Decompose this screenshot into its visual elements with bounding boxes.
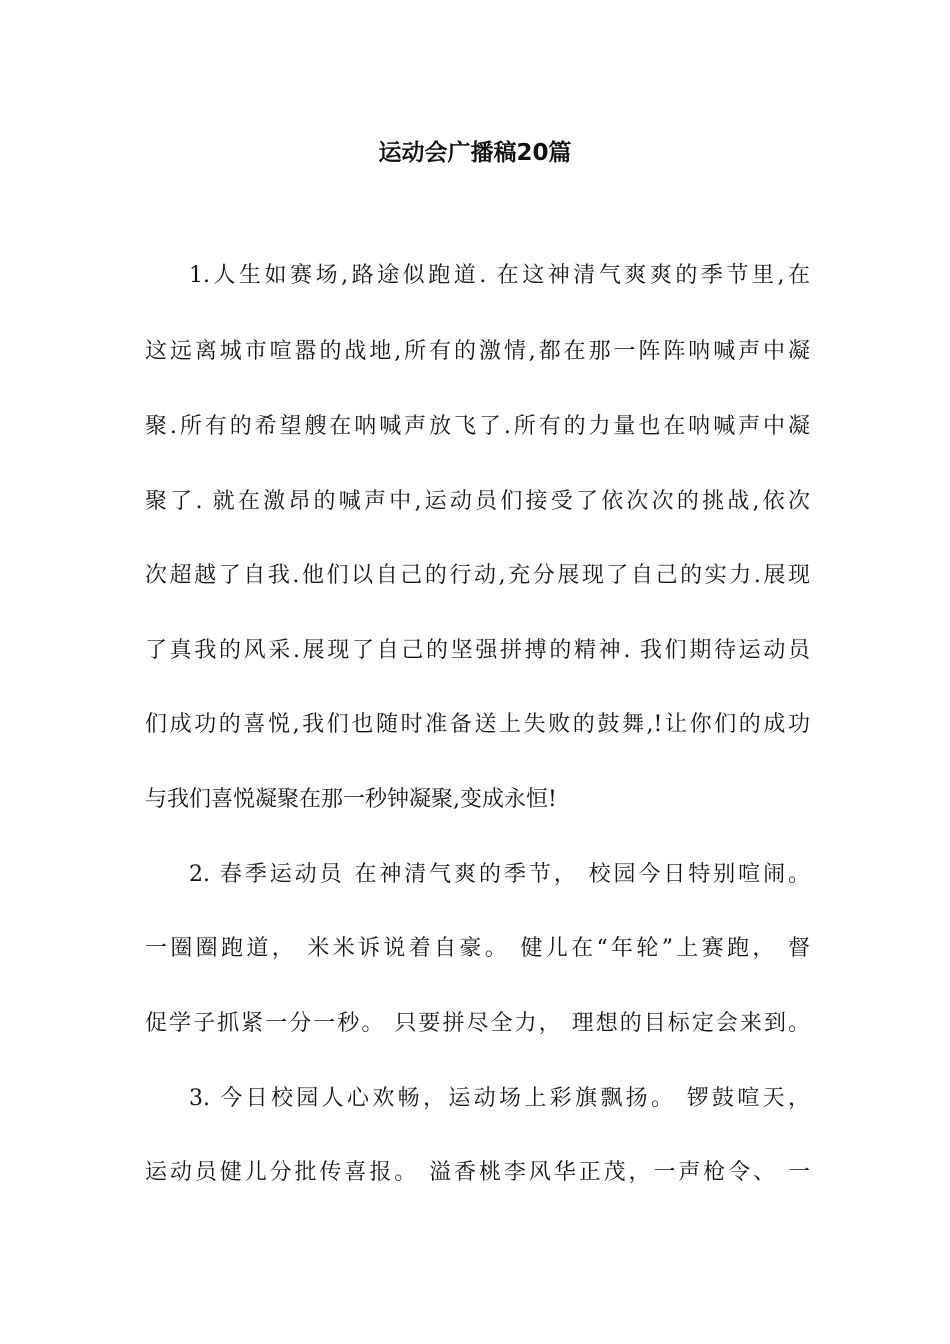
paragraph-1-line-4: 聚了. 就在激昂的喊声中,运动员们接受了依次次的挑战,依次 bbox=[145, 489, 810, 514]
paragraph-1-line-6: 了真我的风采.展现了自己的坚强拼搏的精神. 我们期待运动员 bbox=[145, 638, 810, 663]
paragraph-2-line-2: 一圈圈跑道， 米米诉说着自豪。 健儿在“年轮”上赛跑， 督 bbox=[145, 936, 810, 961]
paragraph-3-line-1: 3. 今日校园人心欢畅，运动场上彩旗飘扬。 锣鼓喧天， bbox=[189, 1086, 810, 1111]
paragraph-1-line-1: 1.人生如赛场,路途似跑道. 在这神清气爽爽的季节里,在 bbox=[189, 263, 810, 288]
paragraph-2-line-3: 促学子抓紧一分一秒。 只要拼尽全力， 理想的目标定会来到。 bbox=[145, 1011, 810, 1036]
paragraph-1-line-3: 聚.所有的希望艘在呐喊声放飞了.所有的力量也在呐喊声中凝 bbox=[145, 414, 810, 439]
paragraph-3-line-2: 运动员健儿分批传喜报。 溢香桃李风华正茂，一声枪令、 一 bbox=[145, 1160, 810, 1185]
document-title: 运动会广播稿20篇 bbox=[378, 140, 572, 166]
paragraph-1-line-8: 与我们喜悦凝聚在那一秒钟凝聚,变成永恒! bbox=[145, 787, 557, 812]
paragraph-1-line-2: 这远离城市喧嚣的战地,所有的激情,都在那一阵阵呐喊声中凝 bbox=[145, 339, 810, 364]
paragraph-1-line-5: 次超越了自我.他们以自己的行动,充分展现了自己的实力.展现 bbox=[145, 563, 810, 588]
paragraph-2-line-1: 2. 春季运动员 在神清气爽的季节， 校园今日特别喧闹。 bbox=[189, 862, 810, 887]
paragraph-1-line-7: 们成功的喜悦,我们也随时准备送上失败的鼓舞,!让你们的成功 bbox=[145, 712, 810, 737]
